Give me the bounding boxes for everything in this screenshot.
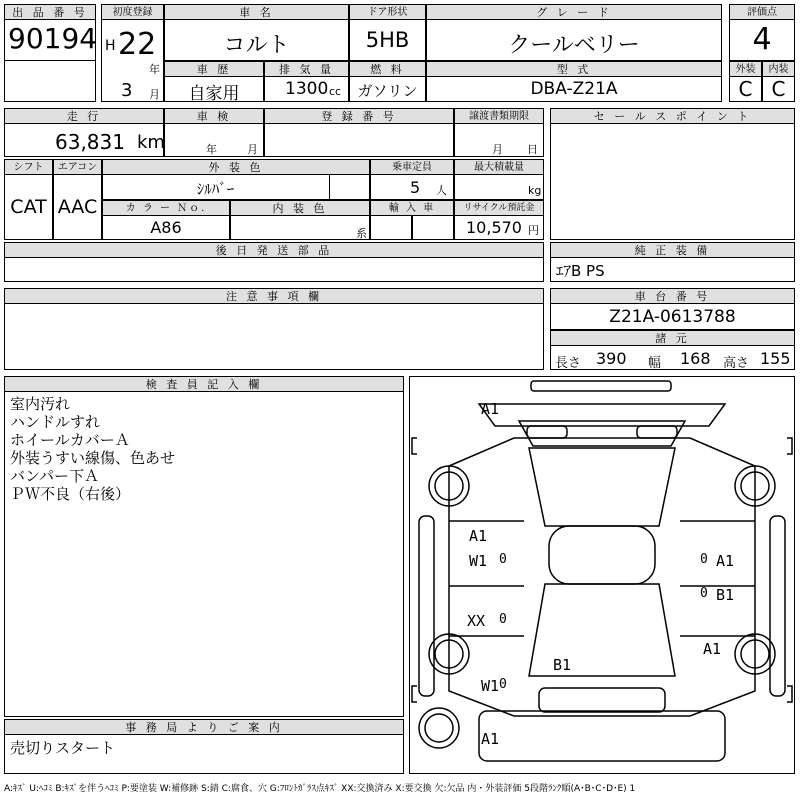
lot-blank-box [4,60,96,102]
color-no-label: カ ラ ー Ｎｏ. [102,200,230,216]
damage-mark: W1 [481,677,500,695]
notes-label: 注 意 事 項 欄 [4,288,544,304]
inspection-mo-unit: 月 [247,143,258,156]
inspector-note-line: ハンドルすれ [10,413,101,431]
door-value: 5HB [365,28,410,52]
aircon-value: AAC [57,196,98,218]
inspection-yr-unit: 年 [206,143,217,156]
exterior-grade-label: 外装 [729,61,762,77]
aircon-label: エアコン [53,159,102,175]
person-unit: 人 [436,184,447,197]
damage-mark: 0 [499,677,507,692]
length-label: 長さ [555,356,582,371]
recycle-label: リサイクル預託金 [454,200,544,216]
transfer-label: 譲渡書類期限 [454,108,544,124]
transfer-mo-unit: 月 [492,143,503,156]
inspector-note-line: ホイールカバーＡ [10,431,130,449]
model-code-value: DBA-Z21A [530,79,618,99]
damage-mark: B1 [553,656,572,674]
color-no-value: A86 [150,218,182,237]
ext-color-value: ｼﾙﾊﾞｰ [196,180,235,198]
grade-value: クールベリー [508,33,640,58]
recycle-value: 10,570 [466,218,522,237]
inspector-label: 検 査 員 記 入 欄 [4,376,404,392]
damage-mark: A1 [469,527,488,545]
int-color-box [230,215,370,240]
capacity-value: 5 [410,178,421,197]
month-unit: 月 [149,88,160,101]
width-label: 幅 [648,356,662,371]
chassis-value: Z21A-0613788 [609,307,736,327]
office-note: 売切りスタート [10,739,116,757]
ext-color-divider [329,174,370,200]
damage-mark: 0 [499,552,507,567]
import-label: 輸 入 車 [370,200,454,216]
transfer-day-unit: 日 [527,143,538,156]
grade-label: グ レ ー ド [426,4,722,20]
inspector-note-line: 外装うすい線傷、色あせ [10,449,176,467]
sales-point-label: セ ー ル ス ポ イ ン ト [550,108,795,124]
inspector-note-line: バンパー下Ａ [10,467,99,485]
shift-label: シフト [4,159,53,175]
interior-grade-label: 内装 [762,61,795,77]
reg-no-box [264,123,454,157]
mileage-label: 走 行 [4,108,164,124]
max-load-label: 最大積載量 [454,159,544,175]
inspector-notes [10,395,175,503]
import-box [370,215,412,240]
first-reg-label: 初度登録 [101,4,164,20]
reg-no-label: 登 録 番 号 [264,108,454,124]
cc-unit: cc [329,85,342,98]
damage-mark: B1 [716,586,735,604]
interior-grade-value: C [771,77,786,101]
int-color-label: 内 装 色 [230,200,370,216]
car-name-value: コルト [223,33,290,58]
chassis-label: 車 台 番 号 [550,288,795,304]
shift-value: CAT [10,196,47,218]
door-label: ドア形状 [349,4,426,20]
width-value: 168 [680,349,711,368]
damage-mark: 0 [499,612,507,627]
history-value: 自家用 [188,84,240,104]
displacement-value: 1300 [285,79,329,99]
history-label: 車 歴 [164,61,264,77]
year-unit: 年 [149,63,160,76]
inspection-label: 車 検 [164,108,264,124]
dims-box [550,345,795,370]
lot-no-value: 90194 [8,22,98,55]
ext-color-label: 外 装 色 [102,159,370,175]
damage-mark: 0 [700,586,708,601]
car-name-label: 車 名 [164,4,349,20]
damage-mark: 0 [700,552,708,567]
car-diagram [409,376,795,774]
score-value: 4 [752,22,772,57]
yen-unit: 円 [528,224,539,237]
notes-box [4,303,544,370]
fuel-value: ガソリン [357,82,418,100]
lot-no-label: 出 品 番 号 [4,4,96,20]
km-unit: km [137,132,165,153]
legend-text: A:ｷｽﾞ U:ﾍｺﾐ B:ｷｽﾞを伴うﾍｺﾐ P:要塗装 W:補修跡 S:錆 C:腐食、穴 G:ﾌﾛﾝﾄｶﾞﾗｽ点ｷｽﾞ XX:交換済み X:要交換 欠:欠品 内・外装評価 5段階ﾗﾝｸ順(A･B･C･D･E) 1 [4,784,636,794]
genuine-equip-label: 純 正 装 備 [550,242,795,258]
import-box-2 [412,215,454,240]
exterior-grade-value: C [738,77,753,101]
kg-unit: kg [528,184,542,197]
length-value: 390 [596,349,627,368]
height-label: 高さ [723,356,750,371]
later-parts-box [4,257,544,282]
height-value: 155 [760,349,791,368]
kei-unit: 系 [356,227,367,240]
sales-point-box [550,123,795,240]
displacement-label: 排 気 量 [264,61,349,77]
capacity-label: 乗車定員 [370,159,454,175]
genuine-equip-value: ｴｱB PS [556,262,605,280]
mileage-value: 63,831 [55,130,125,154]
damage-mark: A1 [481,730,500,748]
inspector-note-line: ＰＷ不良（右後） [10,485,131,503]
model-code-label: 型 式 [426,61,722,77]
score-label: 評価点 [729,4,795,20]
inspector-note-line: 室内汚れ [10,395,71,413]
year-value: 22 [118,27,157,62]
damage-mark: A1 [703,640,722,658]
damage-mark: XX [467,612,486,630]
later-parts-label: 後 日 発 送 部 品 [4,242,544,258]
era-value: H [105,38,116,54]
damage-mark: W1 [469,552,488,570]
fuel-label: 燃 料 [349,61,426,77]
dims-label: 諸 元 [550,330,795,346]
damage-mark: A1 [716,552,735,570]
damage-mark: A1 [481,400,500,418]
office-label: 事 務 局 よ り ご 案 内 [4,719,404,735]
month-value: 3 [121,80,133,101]
